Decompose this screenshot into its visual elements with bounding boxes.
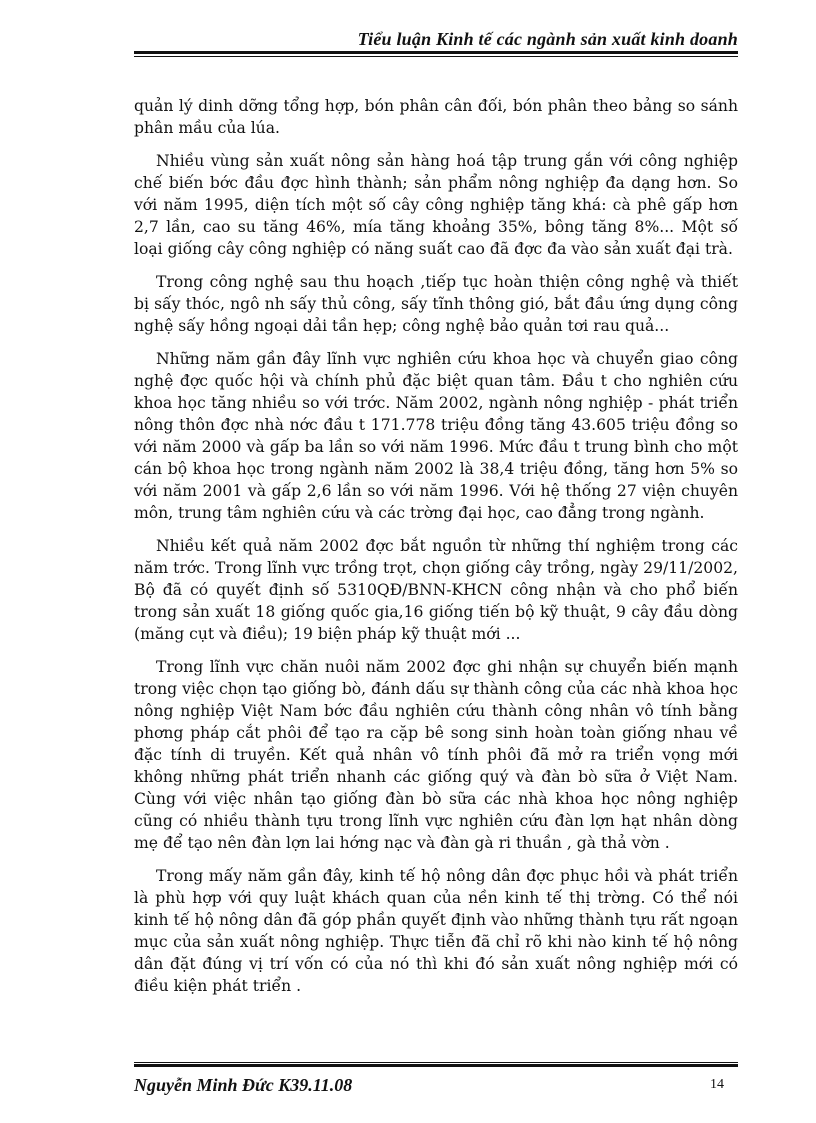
document-title: Tiểu luận Kinh tế các ngành sản xuất kinh doanh bbox=[357, 29, 738, 49]
body-text bbox=[134, 95, 738, 1008]
footer-row bbox=[134, 1075, 738, 1103]
footer-rule-thick bbox=[134, 1064, 738, 1067]
paragraph-1: quản lý dinh dỡng tổng hợp, bón phân cân đối, bón phân theo bảng so sánh phân mầu của lúa. bbox=[134, 97, 738, 137]
author-name: Nguyễn Minh Đức K39.11.08 bbox=[134, 1075, 353, 1095]
header-rule-thin bbox=[134, 56, 738, 57]
footer-rule-thin bbox=[134, 1062, 738, 1063]
paragraph-7: Trong mấy năm gần đây, kinh tế hộ nông dân đợc phục hồi và phát triển là phù hợp với quy luật khách quan của nền kinh tế thị trờng. Có thể nói kinh tế hộ nông dân đã góp phần quyết định vào những thành tựu rất ngoạn mục của sản xuất nông nghiệp. Thực tiễn đã chỉ rõ khi nào kinh tế hộ nông dân đặt đúng vị trí vốn có của nó thì khi đó sản xuất nông nghiệp mới có điều kiện phát triển . bbox=[134, 867, 738, 995]
page-footer bbox=[134, 1060, 738, 1103]
paragraph-4: Những năm gần đây lĩnh vực nghiên cứu khoa học và chuyển giao công nghệ đợc quốc hội và chính phủ đặc biệt quan tâm. Đầu t cho nghiên cứu khoa học tăng nhiều so với trớc. Năm 2002, ngành nông nghiệp - phát triển nông thôn đợc nhà nớc đầu t 171.778 triệu đồng tăng 43.605 triệu đồng so với năm 2000 và gấp ba lần so với năm 1996. Mức đầu t trung bình cho một cán bộ khoa học trong ngành năm 2002 là 38,4 triệu đồng, tăng hơn 5% so với năm 2001 và gấp 2,6 lần so với năm 1996. Với hệ thống 27 viện chuyên môn, trung tâm nghiên cứu và các trờng đại học, cao đẳng trong ngành. bbox=[134, 350, 738, 522]
page-number: 14 bbox=[710, 1077, 724, 1092]
paragraph-6: Trong lĩnh vực chăn nuôi năm 2002 đợc ghi nhận sự chuyển biến mạnh trong việc chọn tạo giống bò, đánh dấu sự thành công của các nhà khoa học nông nghiệp Việt Nam bớc đầu nghiên cứu thành công nhân vô tính bằng phơng pháp cắt phôi để tạo ra cặp bê song sinh hoàn toàn giống nhau về đặc tính di truyền. Kết quả nhân vô tính phôi đã mở ra triển vọng mới không những phát triển nhanh các giống quý và đàn bò sữa ở Việt Nam. Cùng với việc nhân tạo giống đàn bò sữa các nhà khoa học nông nghiệp cũng có nhiều thành tựu trong lĩnh vực nghiên cứu đàn lợn hạt nhân dòng mẹ để tạo nên đàn lợn lai hớng nạc và đàn gà ri thuần , gà thả vờn . bbox=[134, 658, 738, 852]
paragraph-2: Nhiều vùng sản xuất nông sản hàng hoá tập trung gắn với công nghiệp chế biến bớc đầu đợc hình thành; sản phẩm nông nghiệp đa dạng hơn. So với năm 1995, diện tích một số cây công nghiệp tăng khá: cà phê gấp hơn 2,7 lần, cao su tăng 46%, mía tăng khoảng 35%, bông tăng 8%... Một số loại giống cây công nghiệp có năng suất cao đã đợc đa vào sản xuất đại trà. bbox=[134, 152, 738, 258]
paragraph-5: Nhiều kết quả năm 2002 đợc bắt nguồn từ những thí nghiệm trong các năm trớc. Trong lĩnh vực trồng trọt, chọn giống cây trồng, ngày 29/11/2002, Bộ đã có quyết định số 5310QĐ/BNN-KHCN công nhận và cho phổ biến trong sản xuất 18 giống quốc gia,16 giống tiến bộ kỹ thuật, 9 cây đầu dòng (măng cụt và điều); 19 biện pháp kỹ thuật mới ... bbox=[134, 537, 738, 643]
paragraph-3: Trong công nghệ sau thu hoạch ,tiếp tục hoàn thiện công nghệ và thiết bị sấy thóc, ngô nh sấy thủ công, sấy tĩnh thông gió, bắt đầu ứng dụng công nghệ sấy hồng ngoại dải tần hẹp; công nghệ bảo quản tơi rau quả... bbox=[134, 273, 738, 335]
page-header bbox=[134, 28, 738, 57]
header-rule-thick bbox=[134, 51, 738, 54]
